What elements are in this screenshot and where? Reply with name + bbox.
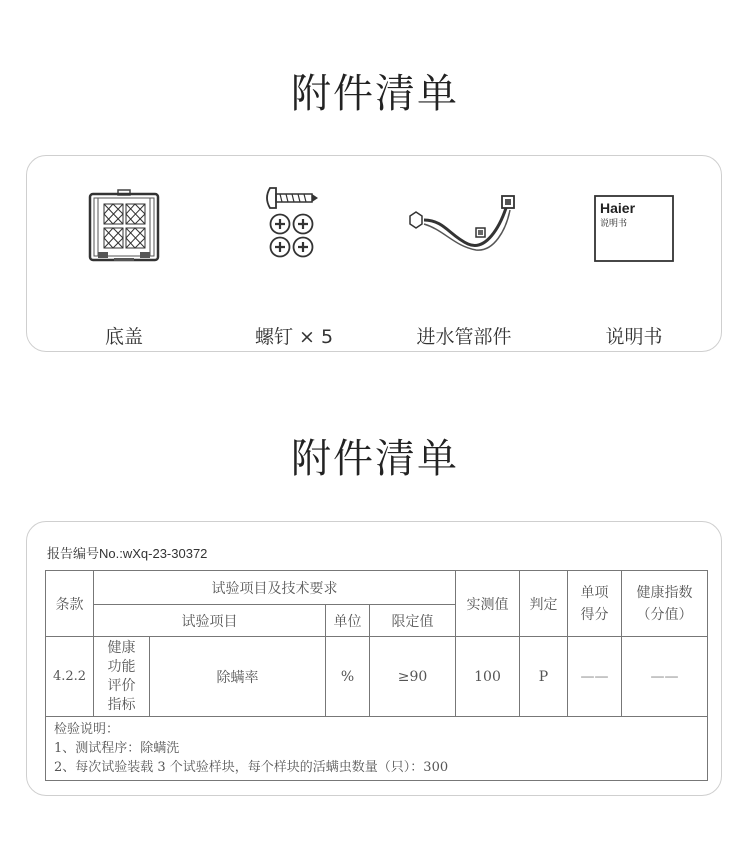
header-test-item: 试验项目 <box>94 605 326 637</box>
header-item-score: 单项 得分 <box>568 571 622 637</box>
row-category <box>94 637 150 717</box>
header-health-index: 健康指数 （分值） <box>622 571 708 637</box>
row-clause: 4.2.2 <box>46 637 94 717</box>
accessories-card <box>26 155 722 352</box>
row-limit: ≥90 <box>370 637 456 717</box>
test-notes <box>46 717 708 781</box>
report-title: 附件清单 <box>291 436 459 482</box>
report-number: 报告编号No.:wXq-23-30372 <box>47 546 208 561</box>
accessory-screws <box>224 186 364 348</box>
accessories-title: 附件清单 <box>291 71 459 117</box>
accessory-bottom-cover <box>54 186 194 348</box>
accessory-inlet-hose <box>394 186 534 348</box>
header-limit: 限定值 <box>370 605 456 637</box>
screws-icon <box>224 186 364 266</box>
manual-icon <box>564 186 704 266</box>
header-test-items-requirements: 试验项目及技术要求 <box>94 571 456 605</box>
row-measured: 100 <box>456 637 520 717</box>
inlet-hose-icon <box>394 186 534 266</box>
row-category-text: 健康 功能 评价 指标 <box>107 639 136 713</box>
accessory-label: 进水管部件 <box>416 326 512 348</box>
row-item-score: —— <box>568 637 622 717</box>
accessory-label: 说明书 <box>605 326 663 348</box>
note-line: 2、每次试验装载 3 个试验样块，每个样块的活螨虫数量（只）：300 <box>54 760 449 775</box>
test-report-card <box>26 521 722 796</box>
note-line: 1、测试程序：除螨洗 <box>54 741 180 756</box>
manual-brand: Haier <box>600 200 636 216</box>
row-judgement: P <box>520 637 568 717</box>
note-line: 检验说明： <box>54 722 120 737</box>
accessory-manual <box>564 186 704 348</box>
header-unit: 单位 <box>326 605 370 637</box>
test-report-table <box>45 570 708 781</box>
accessory-label: 螺钉 × 5 <box>254 326 334 348</box>
bottom-cover-icon <box>54 186 194 266</box>
row-item: 除螨率 <box>150 637 326 717</box>
header-clause: 条款 <box>46 571 94 637</box>
row-unit: % <box>326 637 370 717</box>
header-measured: 实测值 <box>456 571 520 637</box>
accessory-label: 底盖 <box>104 326 143 348</box>
header-judgement: 判定 <box>520 571 568 637</box>
manual-caption: 说明书 <box>600 219 628 229</box>
row-health-index: —— <box>622 637 708 717</box>
